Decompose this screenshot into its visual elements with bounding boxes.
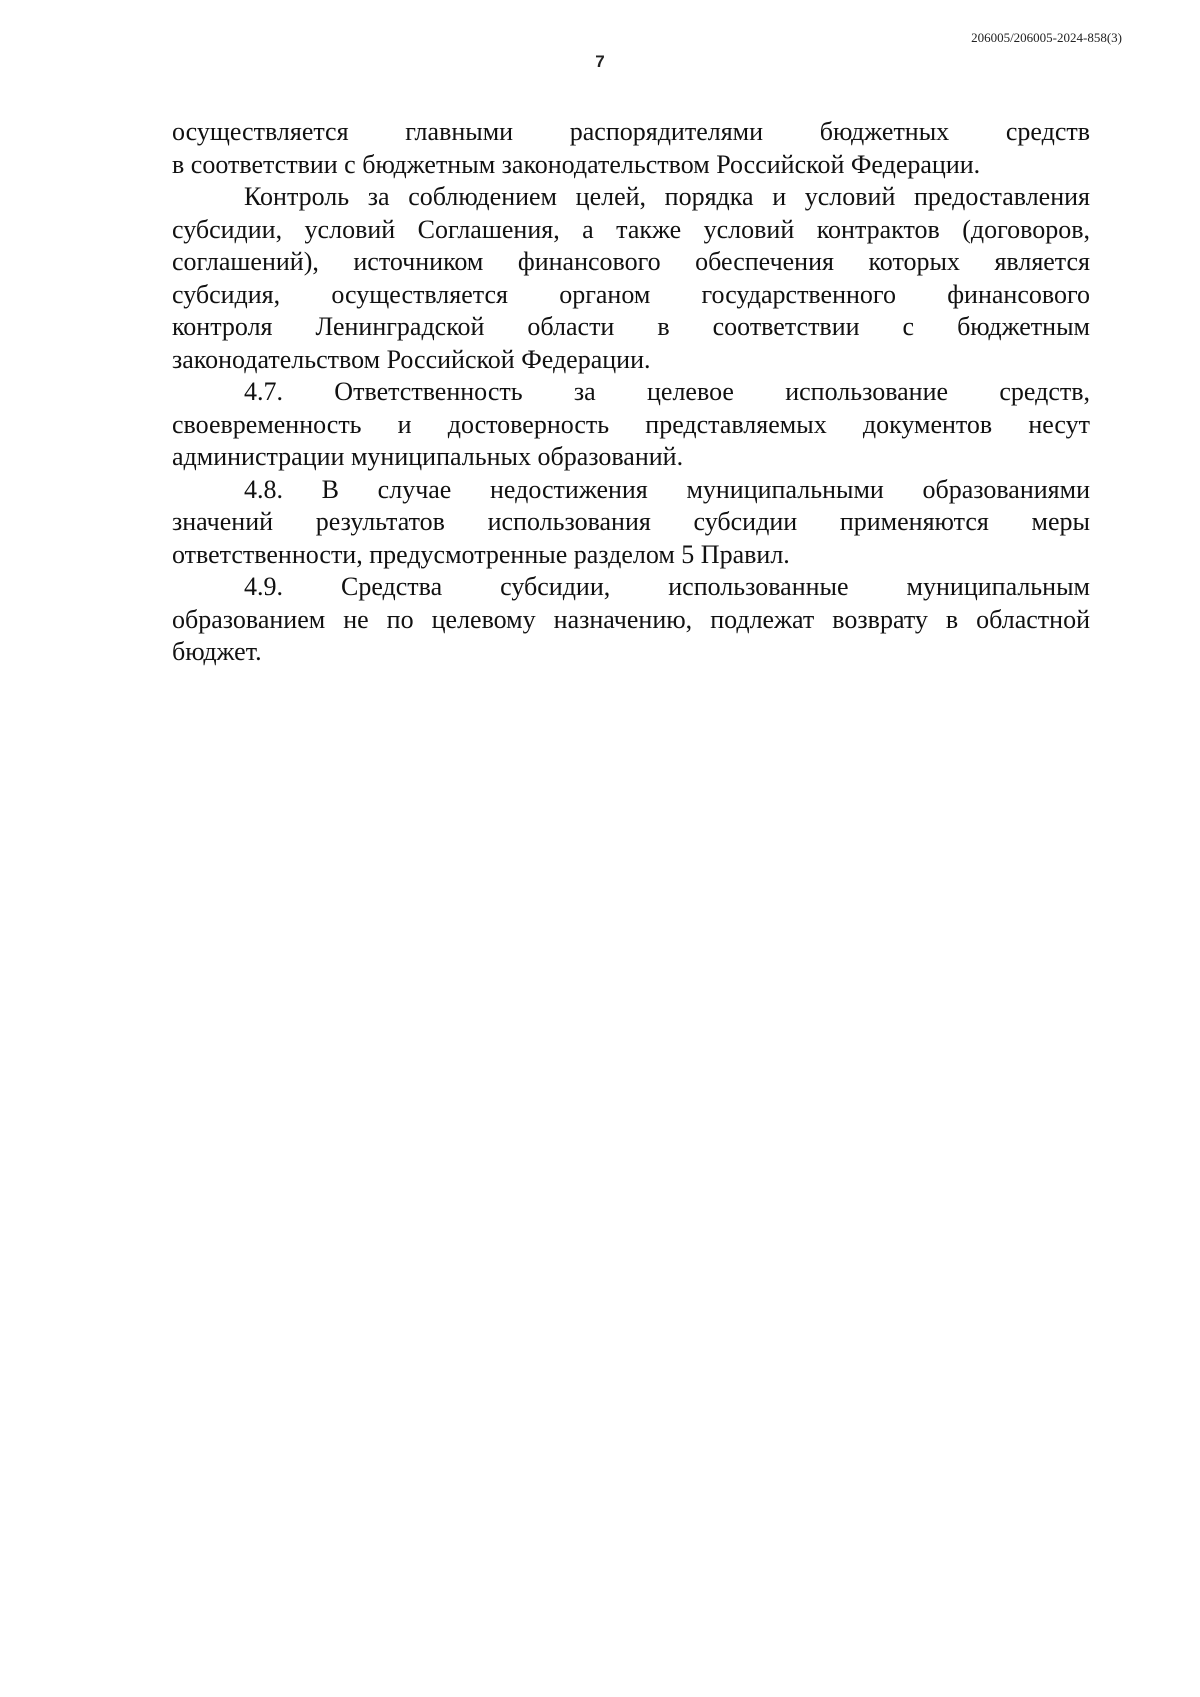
text-line: 4.8. В случае недостижения муниципальными образованиями bbox=[244, 474, 1090, 504]
text-line: ответственности, предусмотренные разделом 5 Правил. bbox=[172, 539, 790, 569]
document-id: 206005/206005-2024-858(3) bbox=[971, 30, 1122, 45]
document-body bbox=[172, 116, 1090, 669]
text-line: Контроль за соблюдением целей, порядка и условий предоставления bbox=[244, 182, 1090, 211]
paragraph bbox=[172, 571, 1090, 669]
paragraph bbox=[172, 181, 1090, 376]
text-line: осуществляется главными распорядителями бюджетных средств bbox=[172, 117, 1090, 146]
text-line: соглашений), источником финансового обеспечения которых является bbox=[172, 247, 1090, 276]
text-line: администрации муниципальных образований. bbox=[172, 442, 684, 471]
paragraph bbox=[172, 376, 1090, 474]
text-line: значений результатов использования субсидии применяются меры bbox=[172, 507, 1090, 536]
text-line: контроля Ленинградской области в соответствии с бюджетным bbox=[172, 312, 1090, 341]
page-number: 7 bbox=[595, 52, 605, 71]
text-line: субсидии, условий Соглашения, а также условий контрактов (договоров, bbox=[172, 214, 1090, 244]
text-line: законодательством Российской Федерации. bbox=[172, 344, 651, 374]
text-line: 4.9. Средства субсидии, использованные муниципальным bbox=[244, 572, 1090, 601]
text-line: образованием не по целевому назначению, подлежат возврату в областной bbox=[172, 604, 1090, 634]
text-line: своевременность и достоверность представляемых документов несут bbox=[172, 409, 1090, 439]
text-line: бюджет. bbox=[172, 637, 262, 666]
paragraph bbox=[172, 474, 1090, 572]
text-line: субсидия, осуществляется органом государственного финансового bbox=[172, 279, 1090, 309]
text-line: 4.7. Ответственность за целевое использование средств, bbox=[244, 377, 1090, 406]
text-line: в соответствии с бюджетным законодательством Российской Федерации. bbox=[172, 149, 981, 179]
paragraph bbox=[172, 116, 1090, 181]
